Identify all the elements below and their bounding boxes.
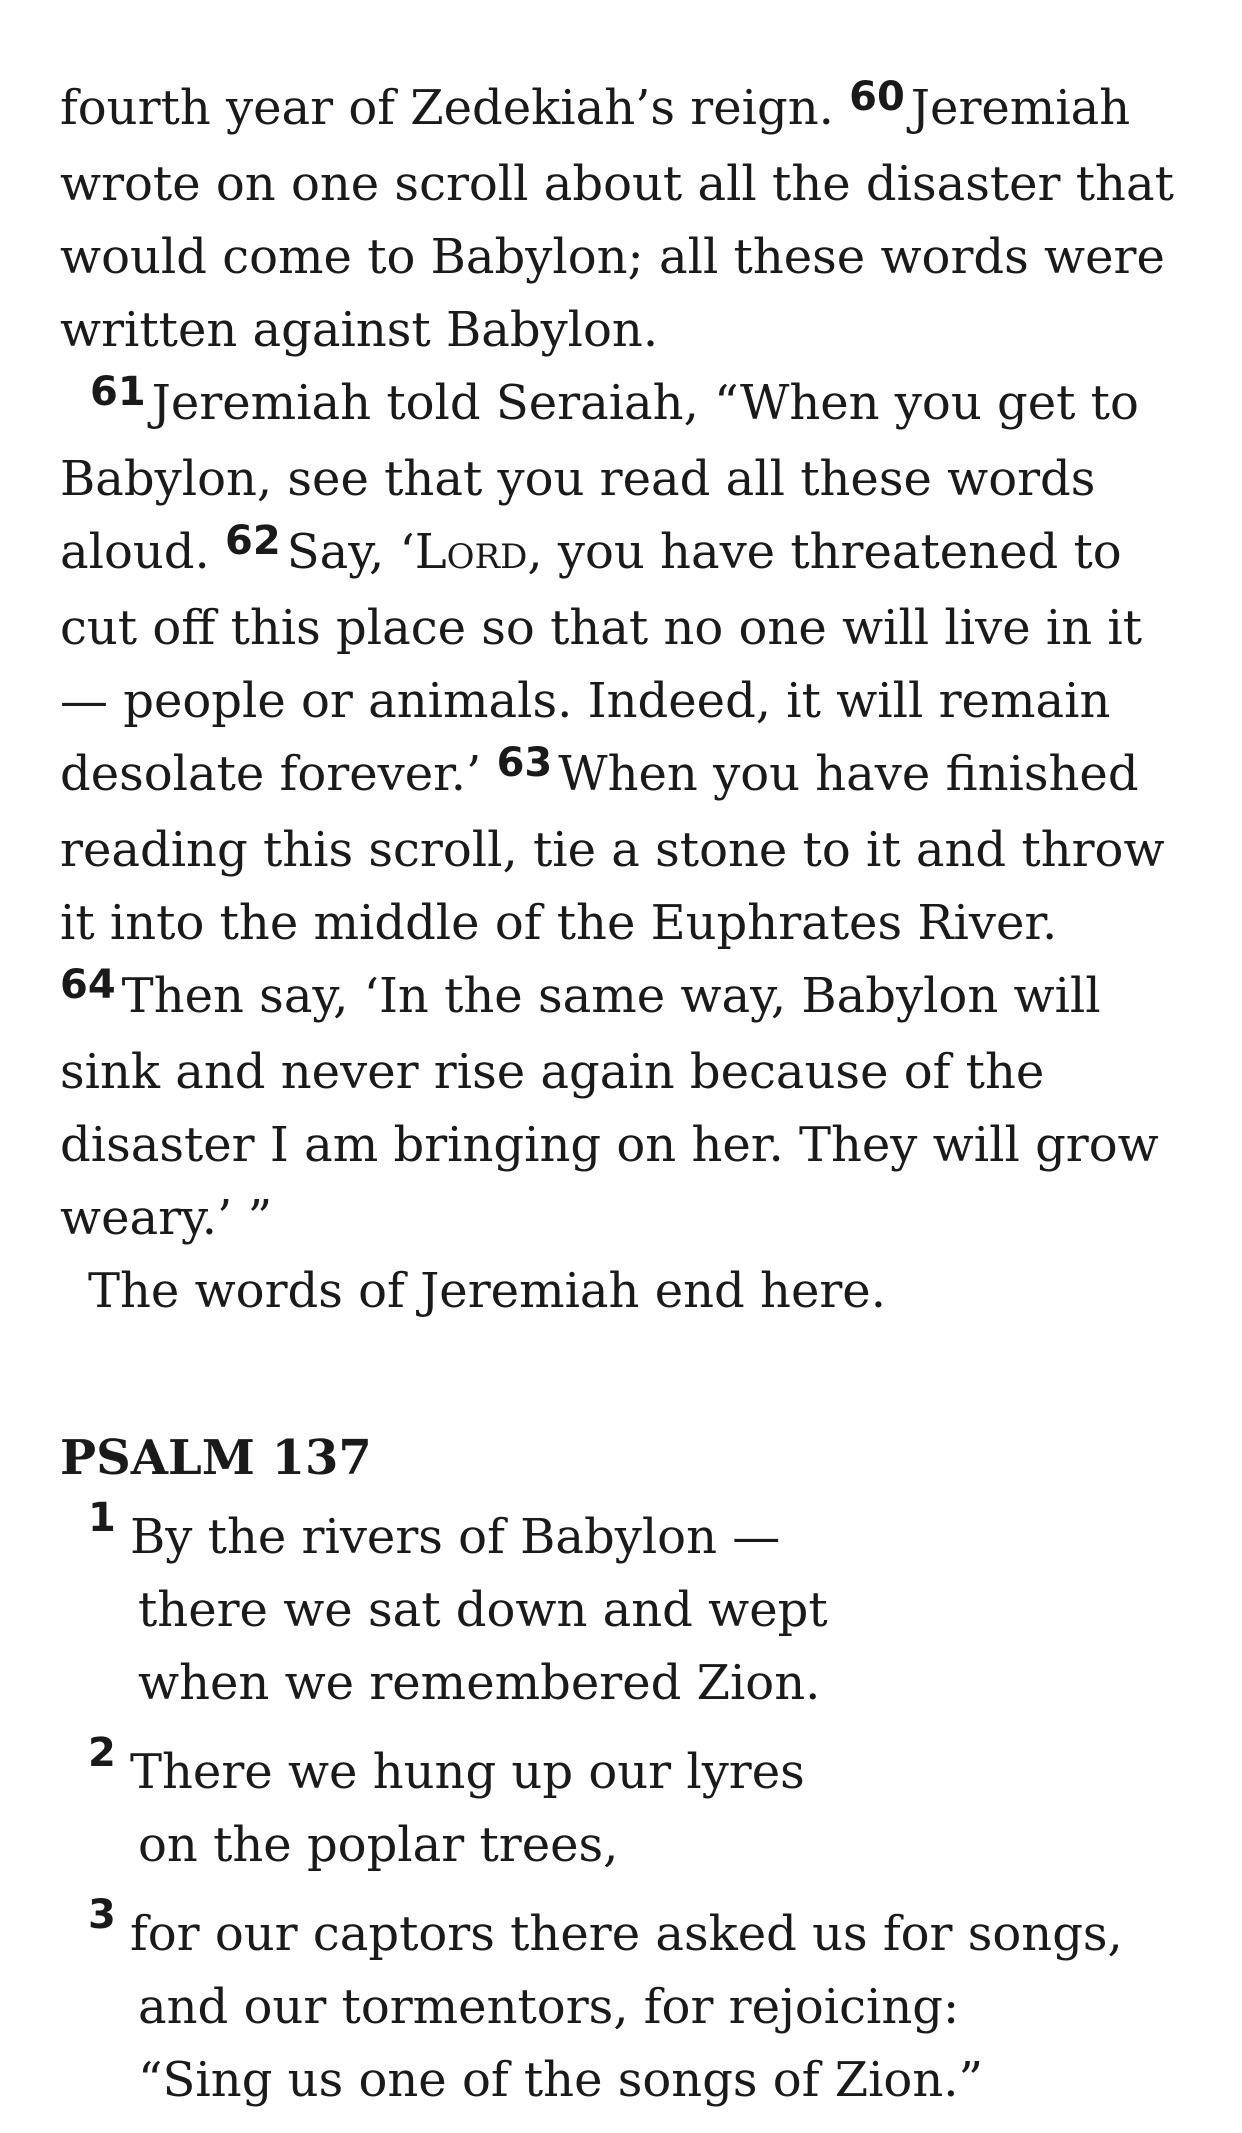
- verse-text: Then say, ‘In the same way, Babylon will sink and never rise again because of the disaster I am bringing on her. They will grow weary.’ ”: [60, 968, 1159, 1246]
- verse-number-64: 64: [60, 962, 116, 1008]
- verse-text: Jeremiah wrote on one scroll about all the disaster that would come to Babylon; all these words were written against Babylon.: [60, 80, 1174, 358]
- psalm-stanza-1: [60, 1495, 1190, 1720]
- lord-smallcaps: Lord: [414, 524, 528, 580]
- poem-line: and our tormentors, for rejoicing:: [138, 1979, 960, 2035]
- verse-text: When you have finished reading this scroll, tie a stone to it and throw it into the middle of the Euphrates River.: [60, 746, 1165, 951]
- poem-line: on the poplar trees,: [138, 1817, 619, 1873]
- verse-number-3: 3: [88, 1892, 116, 1938]
- verse-number-1: 1: [88, 1495, 116, 1541]
- verse-number-2: 2: [88, 1730, 116, 1776]
- verse-number-62: 62: [225, 518, 281, 564]
- poem-line: for our captors there asked us for songs,: [130, 1906, 1123, 1962]
- reading-page: [60, 72, 1190, 2133]
- poem-line: There we hung up our lyres: [130, 1744, 805, 1800]
- poem-line: there we sat down and wept: [138, 1582, 828, 1638]
- poem-line: “Sing us one of the songs of Zion.”: [138, 2052, 984, 2108]
- verse-text: fourth year of Zedekiah’s reign.: [60, 80, 834, 136]
- verse-number-63: 63: [496, 740, 553, 786]
- verse-text: , you have threatened to cut off this place so that no one will live in it — people or animals. Indeed, it will remain desolate forever.’: [60, 524, 1143, 802]
- jeremiah-closing-line: The words of Jeremiah end here.: [88, 1263, 886, 1319]
- verse-text: Jeremiah told Seraiah, “When you get to Babylon, see that you read all these words aloud.: [60, 375, 1139, 580]
- jeremiah-paragraph-2: [60, 367, 1190, 1255]
- psalm-stanza-2: [60, 1730, 1190, 1882]
- verse-number-61: 61: [90, 369, 146, 415]
- verse-number-60: 60: [849, 74, 905, 120]
- jeremiah-paragraph-1: [60, 72, 1190, 367]
- poem-line: By the rivers of Babylon —: [130, 1509, 781, 1565]
- poem-line: when we remembered Zion.: [138, 1655, 821, 1711]
- psalm-heading: PSALM 137: [60, 1430, 372, 1486]
- psalm-stanza-3: [60, 1892, 1190, 2117]
- verse-text: Say, ‘: [286, 524, 415, 580]
